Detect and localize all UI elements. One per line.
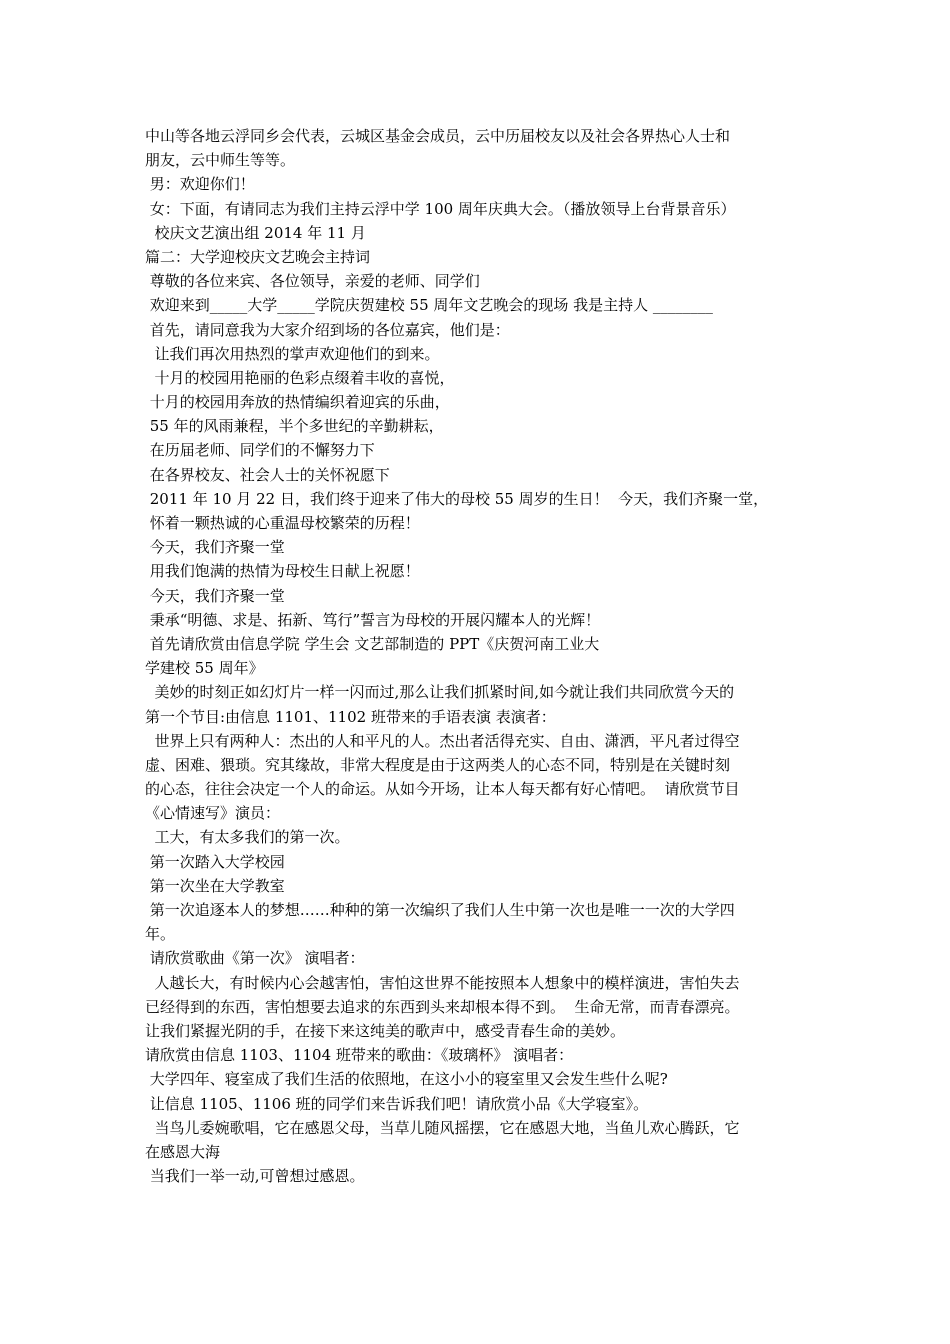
text-line: 55 年的风雨兼程，半个多世纪的辛勤耕耘， — [145, 417, 444, 436]
text-line: 在各界校友、社会人士的关怀祝愿下 — [145, 465, 390, 484]
text-line: 朋友，云中师生等等。 — [145, 151, 296, 170]
text-line: 美妙的时刻正如幻灯片一样一闪而过,那么让我们抓紧时间,如今就让我们共同欣赏今天的 — [145, 683, 735, 702]
text-line: 十月的校园用艳丽的色彩点缀着丰收的喜悦， — [145, 368, 455, 387]
text-line: 请欣赏歌曲《第一次》 演唱者： — [145, 949, 365, 968]
text-line: 让我们再次用热烈的掌声欢迎他们的到来。 — [145, 344, 440, 363]
text-line: 校庆文艺演出组 2014 年 11 月 — [145, 223, 366, 242]
text-line: 尊敬的各位来宾、各位领导，亲爱的老师、同学们 — [145, 272, 480, 291]
text-line: 秉承“明德、求是、拓新、笃行”誓言为母校的开展闪耀本人的光辉！ — [145, 610, 601, 629]
text-line: 在历届老师、同学们的不懈努力下 — [145, 441, 375, 460]
text-line: 工大，有太多我们的第一次。 — [145, 828, 350, 847]
text-line: 今天，我们齐聚一堂 — [145, 538, 285, 557]
text-line: 学建校 55 周年》 — [145, 659, 264, 678]
text-line: 人越长大，有时候内心会越害怕，害怕这世界不能按照本人想象中的模样演进，害怕失去 — [145, 973, 740, 992]
text-line: 当鸟儿委婉歌唱，它在感恩父母，当草儿随风摇摆，它在感恩大地，当鱼儿欢心腾跃，它 — [145, 1118, 740, 1137]
text-line: 第一次坐在大学教室 — [145, 876, 285, 895]
document-page — [145, 124, 813, 1188]
text-line: 让我们紧握光阴的手，在接下来这纯美的歌声中，感受青春生命的美妙。 — [145, 1021, 626, 1040]
text-line: 首先，请同意我为大家介绍到场的各位嘉宾，他们是： — [145, 320, 510, 339]
text-line: 在感恩大海 — [145, 1142, 221, 1161]
text-line: 2011 年 10 月 22 日，我们终于迎来了伟大的母校 55 周岁的生日！ 今天，我们齐聚一堂， — [145, 489, 769, 508]
text-line: 年。 — [145, 925, 176, 944]
text-line: 的心态，往往会决定一个人的命运。从如今开场，让本人每天都有好心情吧。 请欣赏节目 — [145, 780, 740, 799]
text-line: 当我们一举一动,可曾想过感恩。 — [145, 1167, 365, 1186]
text-line: 第一次踏入大学校园 — [145, 852, 285, 871]
text-line: 中山等各地云浮同乡会代表，云城区基金会成员，云中历届校友以及社会各界热心人士和 — [145, 127, 731, 145]
text-line: 欢迎来到_____大学_____学院庆贺建校 55 周年文艺晚会的现场 我是主持人 ________ — [145, 296, 713, 315]
text-line: 虚、困难、猥琐。究其缘故，非常大程度是由于这两类人的心态不同，特别是在关键时刻 — [145, 755, 731, 774]
text-line: 用我们饱满的热情为母校生日献上祝愿！ — [145, 562, 420, 581]
text-line: 今天，我们齐聚一堂 — [145, 586, 285, 605]
text-line: 世界上只有两种人：杰出的人和平凡的人。杰出者活得充实、自由、潇洒，平凡者过得空 — [145, 731, 740, 750]
text-line: 第一个节目:由信息 1101、1102 班带来的手语表演 表演者： — [145, 707, 556, 726]
text-line: 大学四年、寝室成了我们生活的依照地，在这小小的寝室里又会发生些什么呢? — [145, 1070, 668, 1089]
text-line: 篇二：大学迎校庆文艺晚会主持词 — [145, 247, 371, 266]
text-line: 第一次追逐本人的梦想……种种的第一次编织了我们人生中第一次也是唯一一次的大学四 — [145, 901, 735, 919]
text-line: 请欣赏由信息 1103、1104 班带来的歌曲：《玻璃杯》 演唱者： — [145, 1046, 574, 1065]
text-line: 《心情速写》演员： — [145, 804, 281, 823]
document-body — [145, 124, 813, 1188]
text-line: 女：下面，有请同志为我们主持云浮中学 100 周年庆典大会。（播放领导上台背景音乐） — [145, 199, 736, 218]
text-line: 怀着一颗热诚的心重温母校繁荣的历程！ — [145, 514, 420, 532]
text-line: 十月的校园用奔放的热情编织着迎宾的乐曲， — [145, 393, 450, 412]
text-line: 已经得到的东西，害怕想要去追求的东西到头来却根本得不到。 生命无常，而青春漂亮。 — [145, 997, 740, 1016]
text-line: 首先请欣赏由信息学院 学生会 文艺部制造的 PPT《庆贺河南工业大 — [145, 634, 600, 653]
text-line: 让信息 1105、1106 班的同学们来告诉我们吧！请欣赏小品《大学寝室》。 — [145, 1094, 649, 1113]
text-line: 男：欢迎你们！ — [145, 175, 255, 194]
